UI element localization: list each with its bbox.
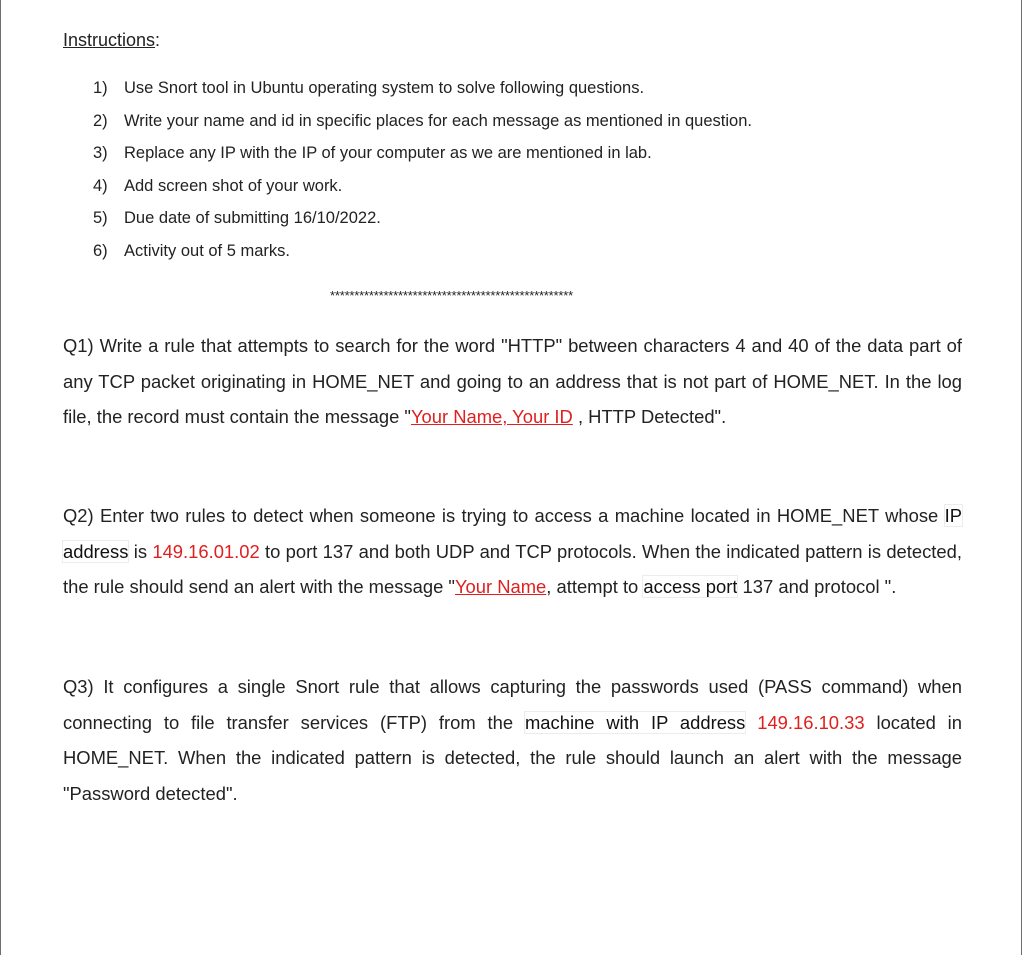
- separator-stars: **************************************************: [330, 288, 573, 303]
- list-item-number: 1): [93, 79, 108, 97]
- question-3: [63, 669, 962, 811]
- machine-ip-label: machine with IP address: [524, 711, 746, 733]
- question-2-text: Q2) Enter two rules to detect when someone is trying to access a machine located in HOME_NET whose: [63, 505, 945, 526]
- list-item-text: Use Snort tool in Ubuntu operating system to solve following questions.: [124, 79, 645, 97]
- list-item-text: Replace any IP with the IP of your computer as we are mentioned in lab.: [124, 144, 652, 163]
- question-2-text-is: is: [128, 540, 153, 562]
- ip-address-value: 149.16.10.33: [757, 711, 865, 733]
- question-3-text-end: located in HOME_NET. When the indicated pattern is detected, the rule should launch an alert with the message "Password detected".: [63, 711, 962, 804]
- name-placeholder: Your Name: [454, 576, 547, 598]
- list-item-number: 5): [93, 209, 108, 228]
- list-item-number: 2): [93, 111, 108, 130]
- access-port-label: access port: [643, 576, 738, 598]
- list-item-number: 3): [93, 144, 108, 163]
- question-1-text-end: , HTTP Detected".: [572, 406, 727, 428]
- list-item-number: 6): [93, 241, 108, 260]
- list-item-text: Write your name and id in specific places for each message as mentioned in question.: [124, 111, 752, 130]
- ip-address-value: 149.16.01.02: [152, 540, 260, 562]
- question-2-text-attempt: , attempt to: [546, 576, 644, 598]
- instructions-heading: [63, 30, 160, 51]
- question-1: [63, 328, 962, 435]
- question-1-text: Q1) Write a rule that attempts to search for the word "HTTP" between characters 4 and 40 of the data part of any TCP packet originating in HOME_NET and going to an address that is not part of HOME_NET. In the log file, the record must contain the message ": [63, 335, 962, 428]
- name-id-placeholder: Your Name, Your ID: [410, 406, 573, 428]
- list-item-text: Add screen shot of your work.: [124, 176, 343, 195]
- question-2-text-mid: to port 137 and both UDP and TCP protocols. When the indicated pattern is detected, the rule should send an alert with the message ": [63, 540, 962, 598]
- instructions-heading-colon: :: [155, 30, 161, 50]
- question-3-text: Q3) It configures a single Snort rule that allows capturing the passwords used (PASS command) when connecting to file transfer services (FTP) from the: [63, 676, 962, 733]
- list-item-number: 4): [93, 176, 108, 195]
- ip-address-label: IP address: [63, 505, 962, 562]
- list-item-text: Due date of submitting 16/10/2022.: [124, 209, 381, 228]
- question-2: [63, 498, 962, 605]
- question-2-text-end: 137 and protocol ".: [737, 576, 897, 598]
- instructions-heading-text: Instructions: [63, 30, 156, 50]
- list-item-text: Activity out of 5 marks.: [124, 241, 290, 260]
- question-3-space: [745, 712, 757, 733]
